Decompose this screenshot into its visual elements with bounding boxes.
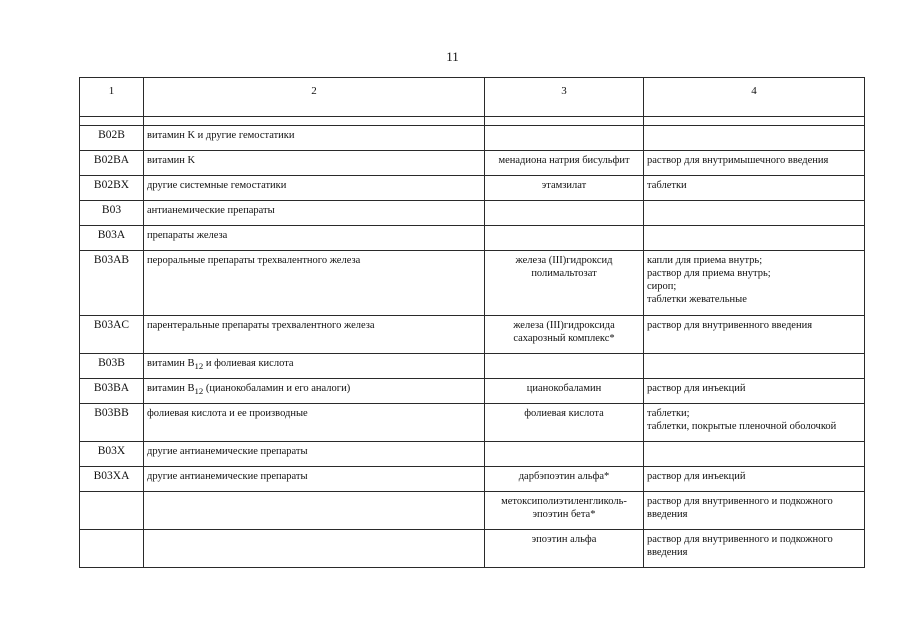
drug-name [485,354,644,379]
drug-name: фолиевая кислота [485,404,644,442]
drug-name [485,226,644,251]
atc-code: B03X [80,442,144,467]
atc-code: B03B [80,354,144,379]
anatomical-group: витамин K [144,151,485,176]
atc-code: B03AB [80,251,144,316]
atc-code: B03AC [80,316,144,354]
atc-code: B03XA [80,467,144,492]
dosage-form: таблетки; [647,408,690,419]
anatomical-group [144,354,485,379]
table-row [80,530,865,568]
drug-name [485,126,644,151]
table-row [80,467,865,492]
column-header-2: 2 [144,78,485,117]
table-row [80,176,865,201]
dosage-forms [644,442,865,467]
table-row [80,316,865,354]
drug-name [485,492,644,530]
anatomical-group: другие системные гемостатики [144,176,485,201]
header-spacer-row [80,117,865,126]
drug-name: этамзилат [485,176,644,201]
anatomical-group: другие антианемические препараты [144,442,485,467]
dosage-form: капли для приема внутрь; [647,255,763,266]
dosage-form: таблетки, покрытые пленочной оболочкой [647,421,837,432]
anatomical-group [144,379,485,404]
table-row [80,442,865,467]
page-number: 11 [446,49,459,64]
dosage-form: раствор для инъекций [647,471,746,482]
dosage-forms [644,126,865,151]
drug-name: дарбэпоэтин альфа* [485,467,644,492]
drug-table [79,77,865,568]
atc-code: B02B [80,126,144,151]
table-row [80,201,865,226]
anatomical-group: фолиевая кислота и ее производные [144,404,485,442]
drug-name-line: метоксиполиэтиленгликоль- [501,496,627,507]
dosage-form: сироп; [647,281,677,292]
atc-code [80,530,144,568]
drug-name [485,201,644,226]
dosage-forms [644,404,865,442]
atc-code [80,492,144,530]
table-row [80,226,865,251]
dosage-forms [644,201,865,226]
anatomical-group [144,492,485,530]
dosage-forms [644,354,865,379]
column-header-3: 3 [485,78,644,117]
dosage-form: раствор для внутривенного и подкожного [647,496,833,507]
dosage-form: раствор для внутримышечного введения [647,155,829,166]
table-row [80,151,865,176]
dosage-form: таблетки жевательные [647,294,747,305]
anatomical-group: пероральные препараты трехвалентного железа [144,251,485,316]
drug-name: железа (III)гидроксид полимальтозат [485,251,644,316]
dosage-forms [644,151,865,176]
atc-code: B03 [80,201,144,226]
dosage-form: введения [647,509,688,520]
drug-name: цианокобаламин [485,379,644,404]
atc-code: B02BX [80,176,144,201]
column-header-4: 4 [644,78,865,117]
table-row [80,379,865,404]
drug-name: менадиона натрия бисульфит [485,151,644,176]
drug-name [485,442,644,467]
dosage-forms [644,530,865,568]
dosage-form: таблетки [647,180,687,191]
atc-code: B03BB [80,404,144,442]
dosage-form: введения [647,547,688,558]
dosage-form: раствор для инъекций [647,383,746,394]
anatomical-group: парентеральные препараты трехвалентного железа [144,316,485,354]
table-row [80,251,865,316]
subscript: 12 [194,386,204,397]
group-text: (цианокобаламин и его аналоги) [203,383,351,394]
dosage-forms [644,316,865,354]
table-row [80,126,865,151]
table-row [80,404,865,442]
drug-name-line: эпоэтин бета* [532,509,596,520]
column-header-1: 1 [80,78,144,117]
dosage-forms [644,379,865,404]
group-text: витамин B [147,383,195,394]
group-text: витамин B [147,358,195,369]
dosage-form: раствор для приема внутрь; [647,268,771,279]
drug-name: железа (III)гидроксида сахарозный комплекс* [485,316,644,354]
group-text: и фолиевая кислота [203,358,294,369]
atc-code: B03A [80,226,144,251]
dosage-form: раствор для внутривенного введения [647,320,813,331]
table-row [80,354,865,379]
atc-code: B02BA [80,151,144,176]
anatomical-group: другие антианемические препараты [144,467,485,492]
anatomical-group [144,530,485,568]
dosage-forms [644,492,865,530]
anatomical-group: витамин K и другие гемостатики [144,126,485,151]
dosage-forms [644,251,865,316]
table-header-row [80,78,865,117]
anatomical-group: препараты железа [144,226,485,251]
table-row [80,492,865,530]
dosage-form: раствор для внутривенного и подкожного [647,534,833,545]
dosage-forms [644,467,865,492]
drug-name: эпоэтин альфа [485,530,644,568]
atc-code: B03BA [80,379,144,404]
anatomical-group: антианемические препараты [144,201,485,226]
subscript: 12 [194,361,204,372]
dosage-forms [644,226,865,251]
dosage-forms [644,176,865,201]
